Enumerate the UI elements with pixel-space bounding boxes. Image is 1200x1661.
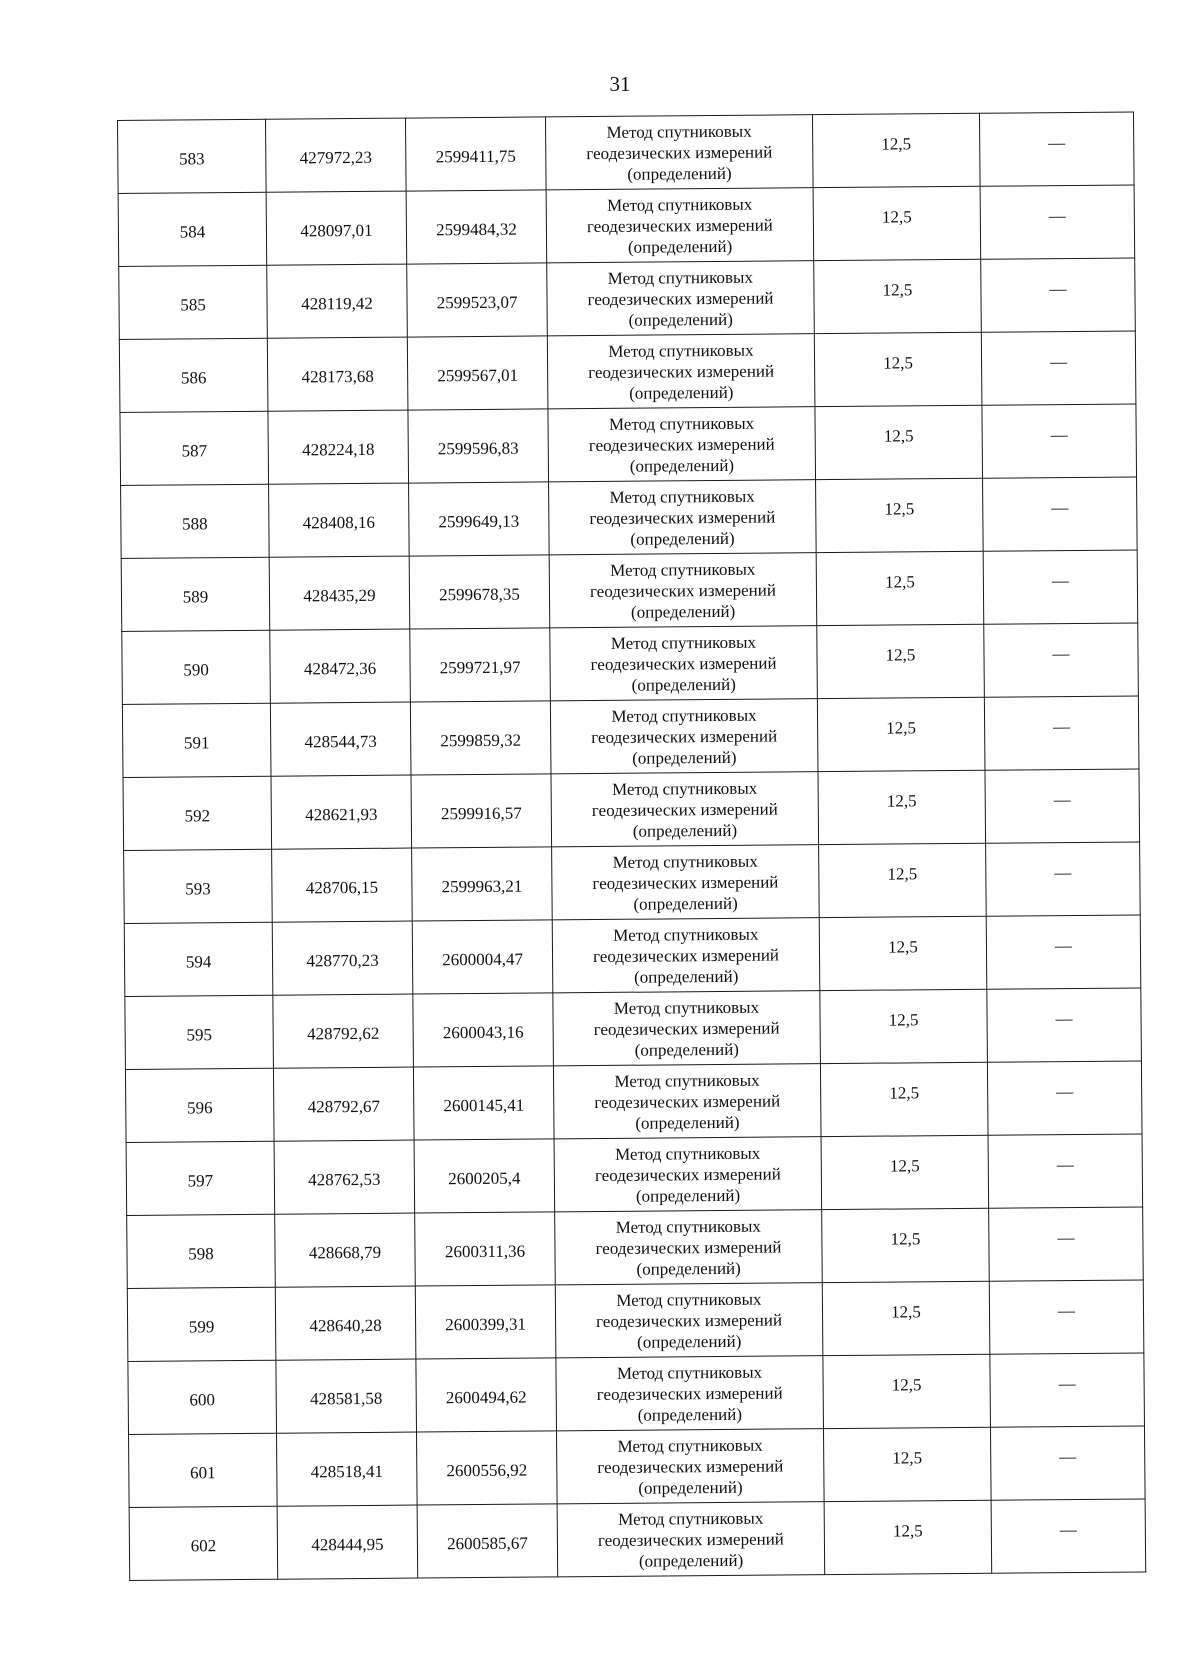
description-cell	[985, 769, 1140, 843]
x-coordinate-cell: 428119,42	[267, 264, 408, 338]
y-coordinate-cell: 2599678,35	[409, 555, 550, 629]
table-row	[124, 915, 1141, 997]
method-line: Метод спутниковых	[613, 924, 759, 945]
method-line: геодезических измерений	[591, 798, 778, 820]
method-line: геодезических измерений	[586, 142, 773, 163]
description-cell	[991, 1499, 1146, 1573]
method-cell	[546, 188, 814, 263]
method-cell	[552, 845, 820, 920]
description-value: —	[1054, 862, 1072, 882]
method-cell	[552, 918, 820, 993]
page-number: 31	[609, 72, 631, 96]
method-line: (определений)	[637, 1404, 743, 1425]
description-cell	[981, 331, 1136, 405]
description-cell	[987, 988, 1142, 1062]
accuracy-value: 12,5	[883, 352, 914, 373]
point-number-cell: 589	[121, 557, 270, 631]
method-line: (определений)	[629, 455, 735, 476]
description-value: —	[1049, 351, 1068, 371]
method-line: Метод спутниковых	[607, 194, 753, 215]
y-coordinate-cell: 2599596,83	[408, 409, 549, 483]
method-line: геодезических измерений	[591, 725, 778, 747]
accuracy-cell	[819, 916, 987, 990]
method-line: Метод спутниковых	[609, 486, 755, 507]
x-coordinate-cell: 428640,28	[275, 1286, 416, 1360]
table-row	[128, 1353, 1145, 1435]
method-line: Метод спутниковых	[618, 1508, 764, 1529]
accuracy-value: 12,5	[887, 936, 918, 957]
x-coordinate-cell: 428668,79	[275, 1213, 416, 1287]
method-cell	[550, 626, 818, 701]
table-row	[119, 331, 1136, 413]
method-line: Метод спутниковых	[616, 1289, 762, 1310]
method-line: Метод спутниковых	[613, 997, 760, 1018]
table-row	[122, 696, 1139, 778]
x-coordinate-cell: 428706,15	[272, 848, 413, 922]
y-coordinate-cell: 2600205,4	[414, 1139, 555, 1213]
description-value: —	[1049, 278, 1067, 298]
method-cell	[553, 991, 821, 1066]
method-line: Метод спутниковых	[610, 632, 757, 653]
y-coordinate-cell: 2599859,32	[410, 701, 551, 775]
method-line: Метод спутниковых	[611, 705, 757, 726]
method-line: геодезических измерений	[595, 1236, 782, 1258]
point-number-cell: 598	[127, 1214, 276, 1288]
accuracy-cell	[820, 989, 988, 1063]
method-line: (определений)	[638, 1477, 743, 1498]
method-line: геодезических измерений	[590, 652, 777, 674]
point-number-cell: 595	[125, 995, 274, 1069]
method-line: Метод спутниковых	[615, 1143, 761, 1164]
x-coordinate-cell: 428173,68	[267, 337, 408, 411]
description-cell	[989, 1280, 1144, 1354]
x-coordinate-cell: 428224,18	[268, 410, 409, 484]
description-cell	[987, 1061, 1142, 1135]
point-number-cell: 596	[125, 1068, 274, 1142]
point-number-cell: 583	[118, 119, 267, 193]
description-cell	[984, 623, 1139, 697]
accuracy-cell	[822, 1281, 990, 1355]
method-line: геодезических измерений	[588, 434, 775, 455]
point-number-cell: 590	[122, 630, 271, 704]
method-line: геодезических измерений	[586, 215, 773, 236]
accuracy-cell	[814, 332, 982, 406]
accuracy-cell	[821, 1135, 989, 1209]
y-coordinate-cell: 2600556,92	[417, 1431, 558, 1505]
point-number-cell: 592	[123, 776, 272, 850]
accuracy-value: 12,5	[889, 1082, 920, 1103]
description-cell	[990, 1426, 1145, 1500]
accuracy-cell	[816, 478, 984, 552]
method-line: (определений)	[635, 1112, 740, 1133]
accuracy-cell	[819, 843, 987, 917]
method-line: (определений)	[628, 309, 733, 330]
method-line: (определений)	[631, 674, 736, 695]
accuracy-value: 12,5	[884, 571, 915, 592]
table-row	[121, 477, 1138, 559]
point-number-cell: 591	[122, 703, 271, 777]
method-line: (определений)	[630, 528, 735, 549]
method-cell	[554, 1137, 822, 1212]
method-cell	[548, 407, 816, 482]
x-coordinate-cell: 428435,29	[269, 556, 410, 630]
table-row	[126, 1134, 1143, 1216]
y-coordinate-cell: 2599721,97	[410, 628, 551, 702]
method-line: геодезических измерений	[589, 506, 776, 528]
description-value: —	[1059, 1519, 1077, 1539]
method-line: геодезических измерений	[589, 579, 776, 601]
accuracy-cell	[814, 259, 982, 333]
description-value: —	[1057, 1300, 1076, 1320]
y-coordinate-cell: 2599523,07	[407, 263, 548, 337]
accuracy-cell	[817, 624, 985, 698]
description-value: —	[1054, 935, 1073, 955]
description-value: —	[1058, 1373, 1076, 1393]
accuracy-value: 12,5	[892, 1447, 923, 1468]
point-number-cell: 597	[126, 1141, 275, 1215]
coordinates-table	[117, 111, 1146, 1580]
accuracy-value: 12,5	[882, 279, 913, 300]
description-value: —	[1048, 205, 1066, 225]
y-coordinate-cell: 2599567,01	[407, 336, 548, 410]
table-row	[127, 1280, 1144, 1362]
method-cell	[549, 480, 817, 555]
accuracy-value: 12,5	[892, 1520, 923, 1541]
table-row	[123, 769, 1140, 851]
description-value: —	[1057, 1227, 1075, 1247]
x-coordinate-cell: 428792,67	[273, 1067, 414, 1141]
point-number-cell: 599	[127, 1287, 276, 1361]
method-line: Метод спутниковых	[606, 121, 752, 142]
table-row	[124, 842, 1141, 924]
accuracy-value: 12,5	[891, 1301, 921, 1322]
method-line: геодезических измерений	[588, 361, 775, 382]
description-value: —	[1056, 1081, 1074, 1101]
description-cell	[980, 185, 1135, 259]
description-cell	[982, 404, 1137, 478]
method-line: геодезических измерений	[594, 1163, 781, 1185]
method-line: Метод спутниковых	[607, 267, 753, 288]
point-number-cell: 586	[119, 338, 268, 412]
y-coordinate-cell: 2599963,21	[412, 847, 553, 921]
x-coordinate-cell: 428792,62	[273, 994, 414, 1068]
y-coordinate-cell: 2599916,57	[411, 774, 552, 848]
description-value: —	[1052, 643, 1070, 663]
y-coordinate-cell: 2600585,67	[417, 1504, 558, 1578]
accuracy-value: 12,5	[881, 133, 912, 154]
accuracy-cell	[816, 551, 984, 625]
method-cell	[547, 261, 815, 336]
point-number-cell: 594	[124, 922, 273, 996]
accuracy-cell	[823, 1354, 991, 1428]
accuracy-value: 12,5	[886, 717, 917, 738]
y-coordinate-cell: 2599411,75	[405, 117, 546, 191]
table-row	[121, 550, 1138, 632]
point-number-cell: 601	[129, 1433, 278, 1507]
description-value: —	[1050, 424, 1068, 444]
method-line: Метод спутниковых	[608, 340, 754, 361]
x-coordinate-cell: 428097,01	[266, 191, 407, 265]
description-value: —	[1048, 132, 1066, 152]
x-coordinate-cell: 428518,41	[277, 1432, 418, 1506]
method-cell	[551, 772, 819, 847]
y-coordinate-cell: 2600494,62	[416, 1358, 557, 1432]
method-line: Метод спутниковых	[610, 559, 756, 580]
description-cell	[986, 842, 1141, 916]
accuracy-value: 12,5	[887, 863, 918, 884]
method-line: (определений)	[630, 601, 736, 622]
table-row	[119, 258, 1136, 340]
method-line: (определений)	[634, 1039, 740, 1060]
method-line: геодезических измерений	[597, 1528, 784, 1550]
accuracy-value: 12,5	[884, 498, 915, 519]
method-cell	[555, 1210, 823, 1285]
accuracy-value: 12,5	[886, 790, 917, 811]
method-cell	[555, 1283, 823, 1358]
table-row	[118, 112, 1135, 194]
y-coordinate-cell: 2599649,13	[409, 482, 550, 556]
accuracy-cell	[813, 186, 981, 260]
method-line: (определений)	[627, 163, 732, 184]
method-cell	[556, 1356, 824, 1431]
method-line: (определений)	[632, 820, 738, 841]
x-coordinate-cell: 428544,73	[270, 702, 411, 776]
accuracy-cell	[824, 1500, 992, 1574]
description-cell	[983, 477, 1138, 551]
point-number-cell: 584	[118, 192, 267, 266]
table-row	[122, 623, 1139, 705]
point-number-cell: 600	[128, 1360, 277, 1434]
description-cell	[981, 258, 1136, 332]
table-row	[129, 1499, 1146, 1581]
accuracy-cell	[818, 770, 986, 844]
method-line: (определений)	[629, 382, 734, 403]
table-row	[125, 988, 1142, 1070]
description-value: —	[1051, 570, 1069, 590]
description-cell	[989, 1207, 1144, 1281]
method-line: геодезических измерений	[592, 944, 780, 966]
point-number-cell: 585	[119, 265, 268, 339]
method-line: (определений)	[633, 966, 739, 987]
method-line: Метод спутниковых	[608, 413, 755, 434]
method-line: (определений)	[635, 1185, 741, 1206]
method-cell	[545, 115, 813, 190]
coordinates-table-container	[117, 111, 1145, 1580]
description-cell	[986, 915, 1141, 989]
description-cell	[990, 1353, 1145, 1427]
x-coordinate-cell: 428762,53	[274, 1140, 415, 1214]
accuracy-cell	[812, 113, 980, 187]
y-coordinate-cell: 2600399,31	[415, 1285, 556, 1359]
accuracy-value: 12,5	[891, 1374, 922, 1395]
table-row	[125, 1061, 1142, 1143]
method-cell	[549, 553, 817, 628]
accuracy-cell	[815, 405, 983, 479]
method-cell	[550, 699, 818, 774]
y-coordinate-cell: 2599484,32	[406, 190, 547, 264]
accuracy-cell	[820, 1062, 988, 1136]
accuracy-value: 12,5	[889, 1155, 920, 1176]
x-coordinate-cell: 427972,23	[265, 118, 406, 192]
point-number-cell: 588	[121, 484, 270, 558]
method-line: Метод спутниковых	[616, 1362, 763, 1383]
method-line: Метод спутниковых	[617, 1435, 763, 1456]
method-line: геодезических измерений	[597, 1455, 784, 1477]
method-line: Метод спутниковых	[612, 851, 758, 872]
method-cell	[556, 1429, 824, 1504]
description-cell	[983, 550, 1138, 624]
method-line: Метод спутниковых	[614, 1070, 760, 1091]
method-line: (определений)	[633, 893, 738, 914]
point-number-cell: 587	[120, 411, 269, 485]
accuracy-cell	[817, 697, 985, 771]
method-line: геодезических измерений	[592, 871, 779, 893]
table-body	[118, 112, 1146, 1580]
x-coordinate-cell: 428621,93	[271, 775, 412, 849]
description-value: —	[1056, 1154, 1074, 1174]
description-value: —	[1059, 1446, 1077, 1466]
description-cell	[988, 1134, 1143, 1208]
description-cell	[979, 112, 1134, 186]
method-line: (определений)	[637, 1331, 742, 1352]
description-cell	[984, 696, 1139, 770]
method-line: (определений)	[627, 236, 733, 257]
description-value: —	[1053, 789, 1071, 809]
point-number-cell: 602	[129, 1506, 278, 1580]
description-value: —	[1053, 716, 1071, 736]
method-line: (определений)	[632, 747, 737, 768]
accuracy-value: 12,5	[888, 1009, 919, 1030]
description-value: —	[1055, 1008, 1073, 1028]
table-row	[127, 1207, 1144, 1289]
method-line: геодезических измерений	[587, 288, 774, 309]
accuracy-value: 12,5	[883, 425, 914, 446]
y-coordinate-cell: 2600311,36	[415, 1212, 556, 1286]
y-coordinate-cell: 2600043,16	[413, 993, 554, 1067]
y-coordinate-cell: 2600145,41	[413, 1066, 554, 1140]
x-coordinate-cell: 428472,36	[270, 629, 411, 703]
x-coordinate-cell: 428581,58	[276, 1359, 417, 1433]
description-value: —	[1051, 497, 1069, 517]
accuracy-value: 12,5	[881, 206, 912, 227]
accuracy-cell	[823, 1427, 991, 1501]
accuracy-value: 12,5	[885, 644, 916, 665]
table-row	[129, 1426, 1146, 1508]
x-coordinate-cell: 428770,23	[272, 921, 413, 995]
method-line: Метод спутниковых	[611, 778, 758, 799]
method-line: геодезических измерений	[593, 1017, 780, 1039]
accuracy-value: 12,5	[890, 1228, 921, 1249]
x-coordinate-cell: 428444,95	[277, 1505, 418, 1579]
method-line: (определений)	[638, 1550, 744, 1571]
method-cell	[553, 1064, 821, 1139]
method-line: геодезических измерений	[596, 1309, 783, 1331]
x-coordinate-cell: 428408,16	[269, 483, 410, 557]
method-cell	[557, 1502, 825, 1577]
method-line: Метод спутниковых	[615, 1216, 761, 1237]
method-line: (определений)	[636, 1258, 741, 1279]
table-row	[118, 185, 1135, 267]
accuracy-cell	[822, 1208, 990, 1282]
method-line: геодезических измерений	[594, 1090, 781, 1112]
point-number-cell: 593	[124, 849, 273, 923]
y-coordinate-cell: 2600004,47	[412, 920, 553, 994]
method-cell	[547, 334, 815, 409]
table-row	[120, 404, 1137, 486]
method-line: геодезических измерений	[596, 1382, 783, 1404]
